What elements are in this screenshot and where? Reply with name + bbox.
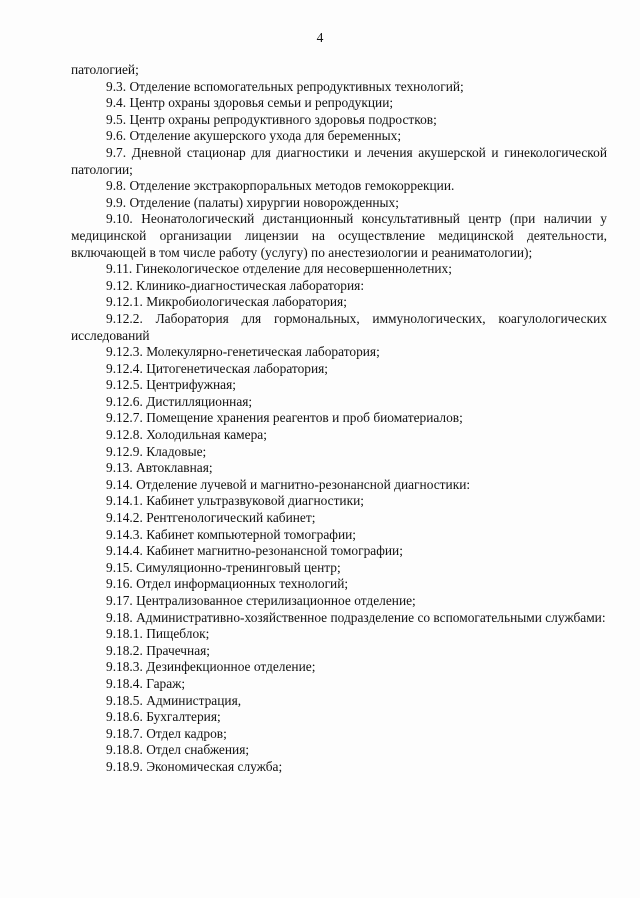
list-item bbox=[71, 427, 607, 444]
item-number: 9.18.6. bbox=[106, 709, 143, 725]
item-text: Дистилляционная; bbox=[146, 393, 253, 409]
item-number: 9.17. bbox=[106, 593, 133, 608]
list-item bbox=[71, 128, 607, 145]
list-item bbox=[71, 626, 607, 643]
list-item bbox=[71, 178, 607, 195]
document-body bbox=[71, 62, 607, 776]
item-text: Отдел снабжения; bbox=[146, 742, 250, 758]
list-item bbox=[71, 344, 607, 361]
item-text: Центр охраны здоровья семьи и репродукции; bbox=[129, 95, 394, 111]
item-number: 9.12. bbox=[106, 277, 133, 293]
item-number: 9.12.2. bbox=[106, 310, 143, 326]
item-number: 9.18.9. bbox=[106, 758, 143, 774]
item-number: 9.3. bbox=[106, 78, 127, 94]
item-number: 9.14.1. bbox=[106, 493, 143, 509]
item-text: Центр охраны репродуктивного здоровья подростков; bbox=[129, 111, 437, 127]
item-text: Кабинет ультразвуковой диагностики; bbox=[146, 493, 364, 509]
item-text: Холодильная камера; bbox=[146, 427, 267, 443]
item-text: Прачечная; bbox=[146, 642, 211, 658]
item-text: Симуляционно-тренинговый центр; bbox=[136, 559, 341, 575]
list-item bbox=[71, 95, 607, 112]
list-item bbox=[71, 493, 607, 510]
item-text: Дневной стационар для диагностики и лечения акушерской и гинекологической патологии; bbox=[71, 144, 607, 177]
list-item bbox=[71, 311, 607, 344]
item-text: Кабинет магнитно-резонансной томографии; bbox=[146, 543, 403, 559]
item-text: Отделение акушерского ухода для беременных; bbox=[129, 128, 402, 144]
item-number: 9.18.4. bbox=[106, 675, 143, 691]
item-number: 9.8. bbox=[106, 178, 127, 194]
item-text: Централизованное стерилизационное отделение; bbox=[136, 593, 416, 608]
item-number: 9.14.4. bbox=[106, 543, 143, 559]
item-number: 9.18.5. bbox=[106, 692, 143, 708]
item-text: Бухгалтерия; bbox=[146, 709, 221, 725]
item-text: Экономическая служба; bbox=[146, 758, 283, 774]
item-text: Клинико-диагностическая лаборатория: bbox=[136, 277, 365, 293]
item-text: Молекулярно-генетическая лаборатория; bbox=[146, 344, 380, 360]
item-text: Отделение лучевой и магнитно-резонансной диагностики: bbox=[136, 476, 471, 492]
item-text: Дезинфекционное отделение; bbox=[146, 659, 316, 675]
item-number: 9.10. bbox=[106, 211, 133, 227]
list-item bbox=[71, 410, 607, 427]
item-number: 9.12.4. bbox=[106, 360, 143, 376]
item-text: Гинекологическое отделение для несовершеннолетних; bbox=[135, 261, 452, 277]
item-text: Гараж; bbox=[146, 675, 186, 691]
list-item bbox=[71, 460, 607, 477]
item-number: 9.12.6. bbox=[106, 393, 143, 409]
item-text: Отдел кадров; bbox=[146, 725, 227, 741]
item-number: 9.5. bbox=[106, 111, 127, 127]
list-item bbox=[71, 211, 607, 261]
item-text: Отделение экстракорпоральных методов гемокоррекции. bbox=[129, 178, 455, 194]
list-item bbox=[71, 79, 607, 96]
list-item bbox=[71, 294, 607, 311]
list-item bbox=[71, 759, 607, 776]
item-number: 9.18.1. bbox=[106, 626, 143, 642]
item-text: патологией; bbox=[71, 62, 139, 77]
list-item bbox=[71, 527, 607, 544]
item-number: 9.12.1. bbox=[106, 294, 143, 310]
list-item bbox=[71, 676, 607, 693]
item-number: 9.7. bbox=[106, 144, 127, 160]
list-item bbox=[71, 444, 607, 461]
item-number: 9.16. bbox=[106, 576, 133, 592]
list-item bbox=[71, 610, 607, 627]
item-number: 9.12.5. bbox=[106, 377, 143, 393]
item-number: 9.12.9. bbox=[106, 443, 143, 459]
item-text: Неонатологический дистанционный консультативный центр (при наличии у медицинской организации лицензии на осуществление медицинской деятельности, включающей в том числе работу (услугу) по анестезиологии и реаниматологии); bbox=[71, 211, 607, 260]
list-item bbox=[71, 361, 607, 378]
item-text: Кабинет компьютерной томографии; bbox=[146, 526, 357, 542]
item-text: Автоклавная; bbox=[136, 460, 213, 476]
list-item bbox=[71, 693, 607, 710]
list-item bbox=[71, 62, 607, 79]
list-item bbox=[71, 709, 607, 726]
item-number: 9.4. bbox=[106, 95, 127, 111]
item-number: 9.18.7. bbox=[106, 725, 143, 741]
list-item bbox=[71, 576, 607, 593]
item-text: Отделение вспомогательных репродуктивных технологий; bbox=[129, 78, 464, 94]
list-item bbox=[71, 726, 607, 743]
list-item bbox=[71, 643, 607, 660]
item-text: Помещение хранения реагентов и проб биоматериалов; bbox=[146, 410, 463, 426]
list-item bbox=[71, 477, 607, 494]
item-number: 9.6. bbox=[106, 128, 127, 144]
item-number: 9.18.3. bbox=[106, 659, 143, 675]
item-number: 9.14.3. bbox=[106, 526, 143, 542]
list-item bbox=[71, 742, 607, 759]
list-item bbox=[71, 593, 607, 610]
item-text: Отделение (палаты) хирургии новорожденных; bbox=[129, 194, 399, 210]
item-number: 9.18. bbox=[106, 609, 133, 625]
item-text: Лаборатория для гормональных, иммунологических, коагулологических исследований bbox=[71, 310, 607, 343]
item-text: Цитогенетическая лаборатория; bbox=[146, 360, 329, 376]
list-item bbox=[71, 112, 607, 129]
item-text: Административно-хозяйственное подразделение со вспомогательными службами: bbox=[136, 609, 606, 625]
list-item bbox=[71, 659, 607, 676]
list-item bbox=[71, 543, 607, 560]
item-number: 9.18.2. bbox=[106, 642, 143, 658]
item-number: 9.12.8. bbox=[106, 427, 143, 443]
item-text: Отдел информационных технологий; bbox=[136, 576, 349, 592]
item-text: Пищеблок; bbox=[146, 626, 210, 642]
item-number: 9.14.2. bbox=[106, 510, 143, 526]
item-number: 9.12.3. bbox=[106, 344, 143, 360]
item-text: Микробиологическая лаборатория; bbox=[146, 294, 347, 310]
list-item bbox=[71, 394, 607, 411]
list-item bbox=[71, 560, 607, 577]
item-number: 9.15. bbox=[106, 559, 133, 575]
list-item bbox=[71, 145, 607, 178]
item-number: 9.12.7. bbox=[106, 410, 143, 426]
item-text: Администрация, bbox=[146, 692, 242, 708]
item-text: Кладовые; bbox=[146, 443, 207, 459]
list-item bbox=[71, 510, 607, 527]
list-item bbox=[71, 377, 607, 394]
list-item bbox=[71, 195, 607, 212]
list-item bbox=[71, 278, 607, 295]
item-number: 9.18.8. bbox=[106, 742, 143, 758]
item-number: 9.11. bbox=[106, 261, 133, 277]
item-number: 9.14. bbox=[106, 476, 133, 492]
list-item bbox=[71, 261, 607, 278]
item-text: Центрифужная; bbox=[146, 377, 236, 393]
item-text: Рентгенологический кабинет; bbox=[146, 510, 316, 526]
page-number: 4 bbox=[316, 30, 324, 45]
item-number: 9.13. bbox=[106, 460, 133, 476]
item-number: 9.9. bbox=[106, 194, 127, 210]
